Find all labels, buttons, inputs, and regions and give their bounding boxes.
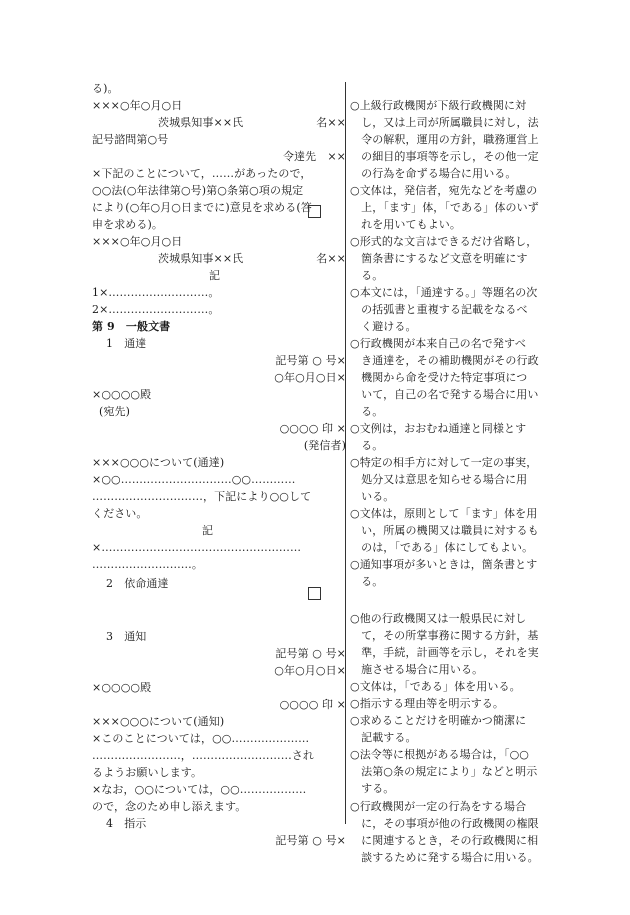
body-line: により(○年○月○日までに)意見を求める(答 bbox=[92, 201, 312, 214]
note-line: ○特定の相手方に対して一定の事実， bbox=[350, 456, 538, 469]
body-line: ×なお，○○については，○○……………… bbox=[92, 783, 307, 796]
text-line: る)。 bbox=[92, 82, 119, 95]
document-subject: ×××○○○について(通達) bbox=[92, 456, 225, 469]
document-number: 記号第 ○ 号× bbox=[275, 834, 346, 847]
note-line: い，所属の機関又は職員に対するも bbox=[350, 524, 539, 537]
body-line: ○○法(○年法律第○号)第○条第○項の規定 bbox=[92, 184, 304, 197]
date-line: ×××○年○月○日 bbox=[92, 235, 183, 248]
sender-seal: 名×× bbox=[316, 116, 346, 129]
column-divider bbox=[345, 82, 346, 824]
sender-name: 茨城県知事××氏 bbox=[158, 116, 244, 129]
note-line: 施させる場合に用いる。 bbox=[350, 663, 484, 676]
date-line: ×××○年○月○日 bbox=[92, 99, 183, 112]
ki-heading: 記 bbox=[209, 269, 221, 282]
note-line: ○形式的な文言はできるだけ省略し， bbox=[350, 235, 538, 248]
note-line: のは，「である」体にしてもよい。 bbox=[350, 541, 534, 554]
note-line: ○他の行政機関又は一般県民に対し bbox=[350, 612, 527, 625]
note-line: ○行政機関が一定の行為をする場合 bbox=[350, 800, 527, 813]
addressee-label: (宛先) bbox=[99, 405, 130, 418]
document-number: 記号諮問第○号 bbox=[92, 133, 169, 146]
note-line: ○法令等に根拠がある場合は，「○○ bbox=[350, 748, 529, 761]
subsection-heading: 1 通達 bbox=[106, 337, 147, 350]
sender-name: 茨城県知事××氏 bbox=[158, 252, 244, 265]
note-line: 箇条書にするなど文意を明確にす bbox=[350, 252, 528, 265]
note-line: ○求めることだけを明確かつ簡潔に bbox=[350, 714, 527, 727]
section-heading: 第 9 一般文書 bbox=[92, 320, 171, 333]
note-line: 法第○条の規定により」などと明示 bbox=[350, 765, 538, 778]
note-line: の行為を命ずる場合に用いる。 bbox=[350, 167, 517, 180]
note-line: ○文体は，「である」体を用いる。 bbox=[350, 680, 521, 693]
body-line: ×下記のことについて，……があったので， bbox=[92, 167, 312, 180]
note-line: ○文体は，発信者，宛先などを考慮の bbox=[350, 184, 538, 197]
body-line: ×……………………………………………… bbox=[92, 541, 302, 554]
list-item: 2×………………………。 bbox=[92, 303, 220, 316]
date-line: ○年○月○日× bbox=[274, 664, 346, 677]
note-line: 機関から命を受けた特定事項につ bbox=[350, 371, 528, 384]
note-line: る。 bbox=[350, 575, 384, 588]
seal-box-icon bbox=[308, 587, 321, 600]
note-line: 準，手続，計画等を示し，それを実 bbox=[350, 646, 539, 659]
note-line: に関連するとき，その行政機関に相 bbox=[350, 834, 539, 847]
sender-label: (発信者) bbox=[303, 439, 346, 452]
note-line: ○文体は，原則として「ます」体を用 bbox=[350, 507, 538, 520]
note-line: 談するために発する場合に用いる。 bbox=[350, 851, 539, 864]
note-line: ○指示する理由等を明示する。 bbox=[350, 697, 504, 710]
seal-box-icon bbox=[308, 205, 321, 218]
note-line: 記載する。 bbox=[350, 731, 417, 744]
note-line: る。 bbox=[350, 405, 384, 418]
note-line: き通達を，その補助機関がその行政 bbox=[350, 354, 539, 367]
addressee-line: ×○○○○殿 bbox=[92, 388, 152, 401]
list-item: 1×………………………。 bbox=[92, 286, 220, 299]
note-line: て，その所掌事務に関する方針，基 bbox=[350, 629, 539, 642]
document-subject: ×××○○○について(通知) bbox=[92, 715, 225, 728]
subsection-heading: 2 依命通達 bbox=[106, 577, 169, 590]
sender-seal: ○○○○ 印 × bbox=[279, 698, 346, 711]
note-line: ○文例は，おおむね通達と同様とす bbox=[350, 422, 527, 435]
subsection-heading: 4 指示 bbox=[106, 817, 147, 830]
note-line: ○行政機関が本来自己の名で発すべ bbox=[350, 337, 526, 350]
body-line: るようお願いします。 bbox=[92, 766, 203, 779]
note-line: る。 bbox=[350, 269, 384, 282]
document-number: 記号第 ○ 号× bbox=[275, 647, 346, 660]
sender-seal: 名×× bbox=[316, 252, 346, 265]
note-line: 令の解釈，運用の方針，職務運営上 bbox=[350, 133, 539, 146]
note-line: れを用いてもよい。 bbox=[350, 218, 461, 231]
body-line: ×○○…………………………○○………… bbox=[92, 473, 296, 486]
note-line: ○通知事項が多いときは，箇条書とす bbox=[350, 558, 538, 571]
note-line: いる。 bbox=[350, 490, 395, 503]
addressee-line: ×○○○○殿 bbox=[92, 681, 152, 694]
recipient-line: 令達先 ×× bbox=[282, 150, 346, 163]
note-line: いて，自己の名で発する場合に用い bbox=[350, 388, 539, 401]
note-line: る。 bbox=[350, 439, 384, 452]
note-line: に，その事項が他の行政機関の権限 bbox=[350, 817, 539, 830]
body-line: ……………………，………………………され bbox=[92, 749, 314, 762]
body-line: ………………………。 bbox=[92, 558, 203, 571]
subsection-heading: 3 通知 bbox=[106, 630, 147, 643]
note-line: 上，「ます」体，「である」体のいず bbox=[350, 201, 539, 214]
document-number: 記号第 ○ 号× bbox=[275, 354, 346, 367]
sender-seal: ○○○○ 印 × bbox=[279, 422, 346, 435]
note-line: く避ける。 bbox=[350, 320, 417, 333]
body-line: ので，念のため申し添えます。 bbox=[92, 800, 247, 813]
note-line: の細目的事項等を示し，その他一定 bbox=[350, 150, 539, 163]
note-line: 処分又は意思を知らせる場合に用 bbox=[350, 473, 528, 486]
note-line: の括弧書と重複する記載をなるべ bbox=[350, 303, 528, 316]
body-line: ください。 bbox=[92, 507, 148, 520]
date-line: ○年○月○日× bbox=[274, 371, 346, 384]
ki-heading: 記 bbox=[202, 524, 214, 537]
body-line: 申を求める)。 bbox=[92, 218, 163, 231]
note-line: ○本文には，「通達する。」等題名の次 bbox=[350, 286, 538, 299]
note-line: し，又は上司が所属職員に対し，法 bbox=[350, 116, 539, 129]
body-line: …………………………，下記により○○して bbox=[92, 490, 312, 503]
note-line: ○上級行政機関が下級行政機関に対 bbox=[350, 99, 527, 112]
note-line: する。 bbox=[350, 782, 395, 795]
body-line: ×このことについては，○○………………… bbox=[92, 732, 310, 745]
